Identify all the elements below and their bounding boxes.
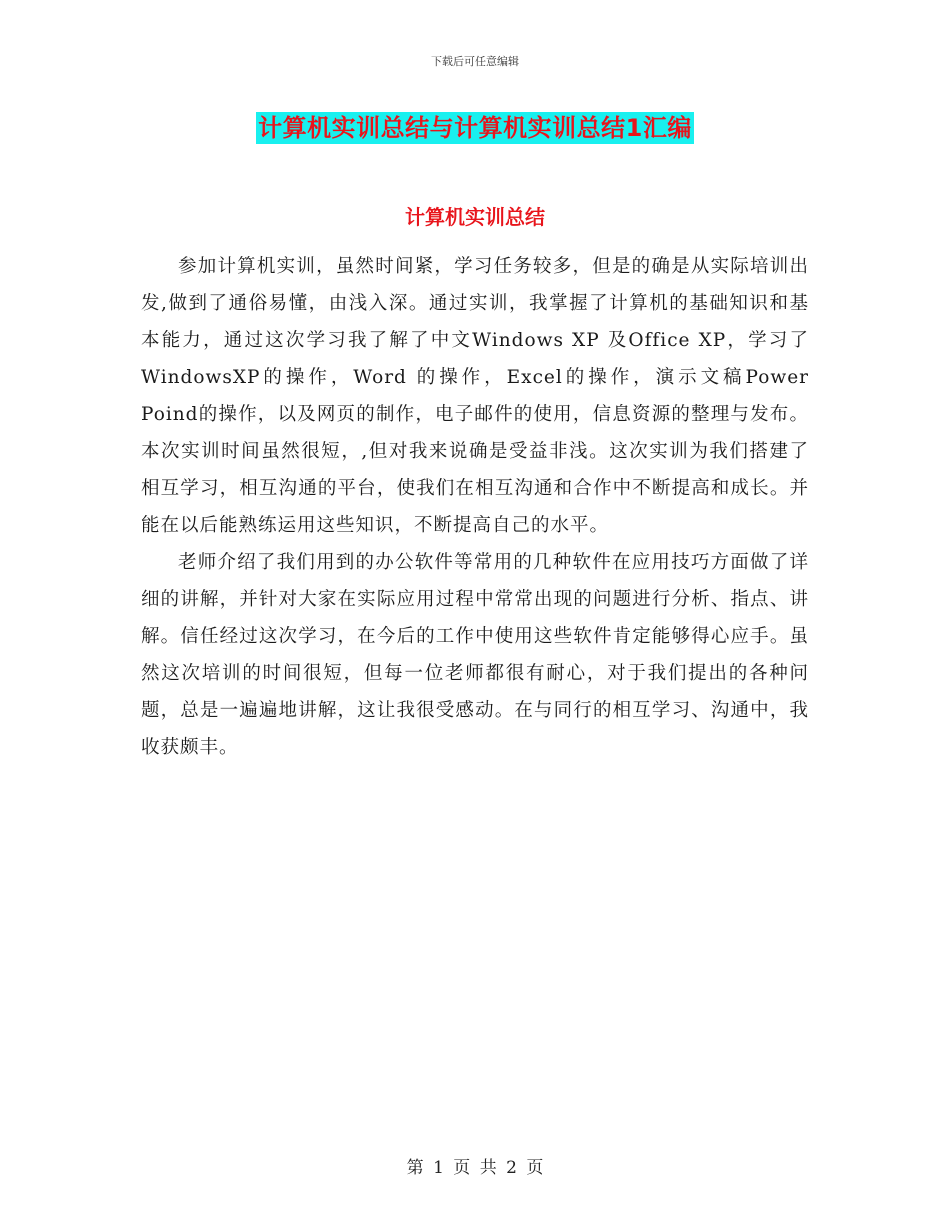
document-title-container — [0, 112, 950, 144]
document-body — [141, 248, 809, 766]
paragraph-1: 参加计算机实训，虽然时间紧，学习任务较多，但是的确是从实际培训出发,做到了通俗易懂，由浅入深。通过实训，我掌握了计算机的基础知识和基本能力，通过这次学习我了解了中文Windows XP 及Office XP，学习了WindowsXP的操作，Word 的操作，Excel的操作，演示文稿Power Poind的操作，以及网页的制作，电子邮件的使用，信息资源的整理与发布。本次实训时间虽然很短，,但对我来说确是受益非浅。这次实训为我们搭建了相互学习，相互沟通的平台，使我们在相互沟通和合作中不断提高和成长。并能在以后能熟练运用这些知识，不断提高自己的水平。 — [141, 256, 809, 536]
document-title: 计算机实训总结与计算机实训总结1汇编 — [258, 114, 692, 142]
page-footer: 第 1 页 共 2 页 — [406, 1158, 544, 1178]
section-title: 计算机实训总结 — [405, 205, 545, 229]
paragraph-2: 老师介绍了我们用到的办公软件等常用的几种软件在应用技巧方面做了详细的讲解，并针对大家在实际应用过程中常常出现的问题进行分析、指点、讲解。信任经过这次学习，在今后的工作中使用这些软件肯定能够得心应手。虽然这次培训的时间很短，但每一位老师都很有耐心，对于我们提出的各种问题，总是一遍遍地讲解，这让我很受感动。在与同行的相互学习、沟通中，我收获颇丰。 — [141, 552, 809, 758]
page-header: 下载后可任意编辑 — [431, 55, 519, 68]
